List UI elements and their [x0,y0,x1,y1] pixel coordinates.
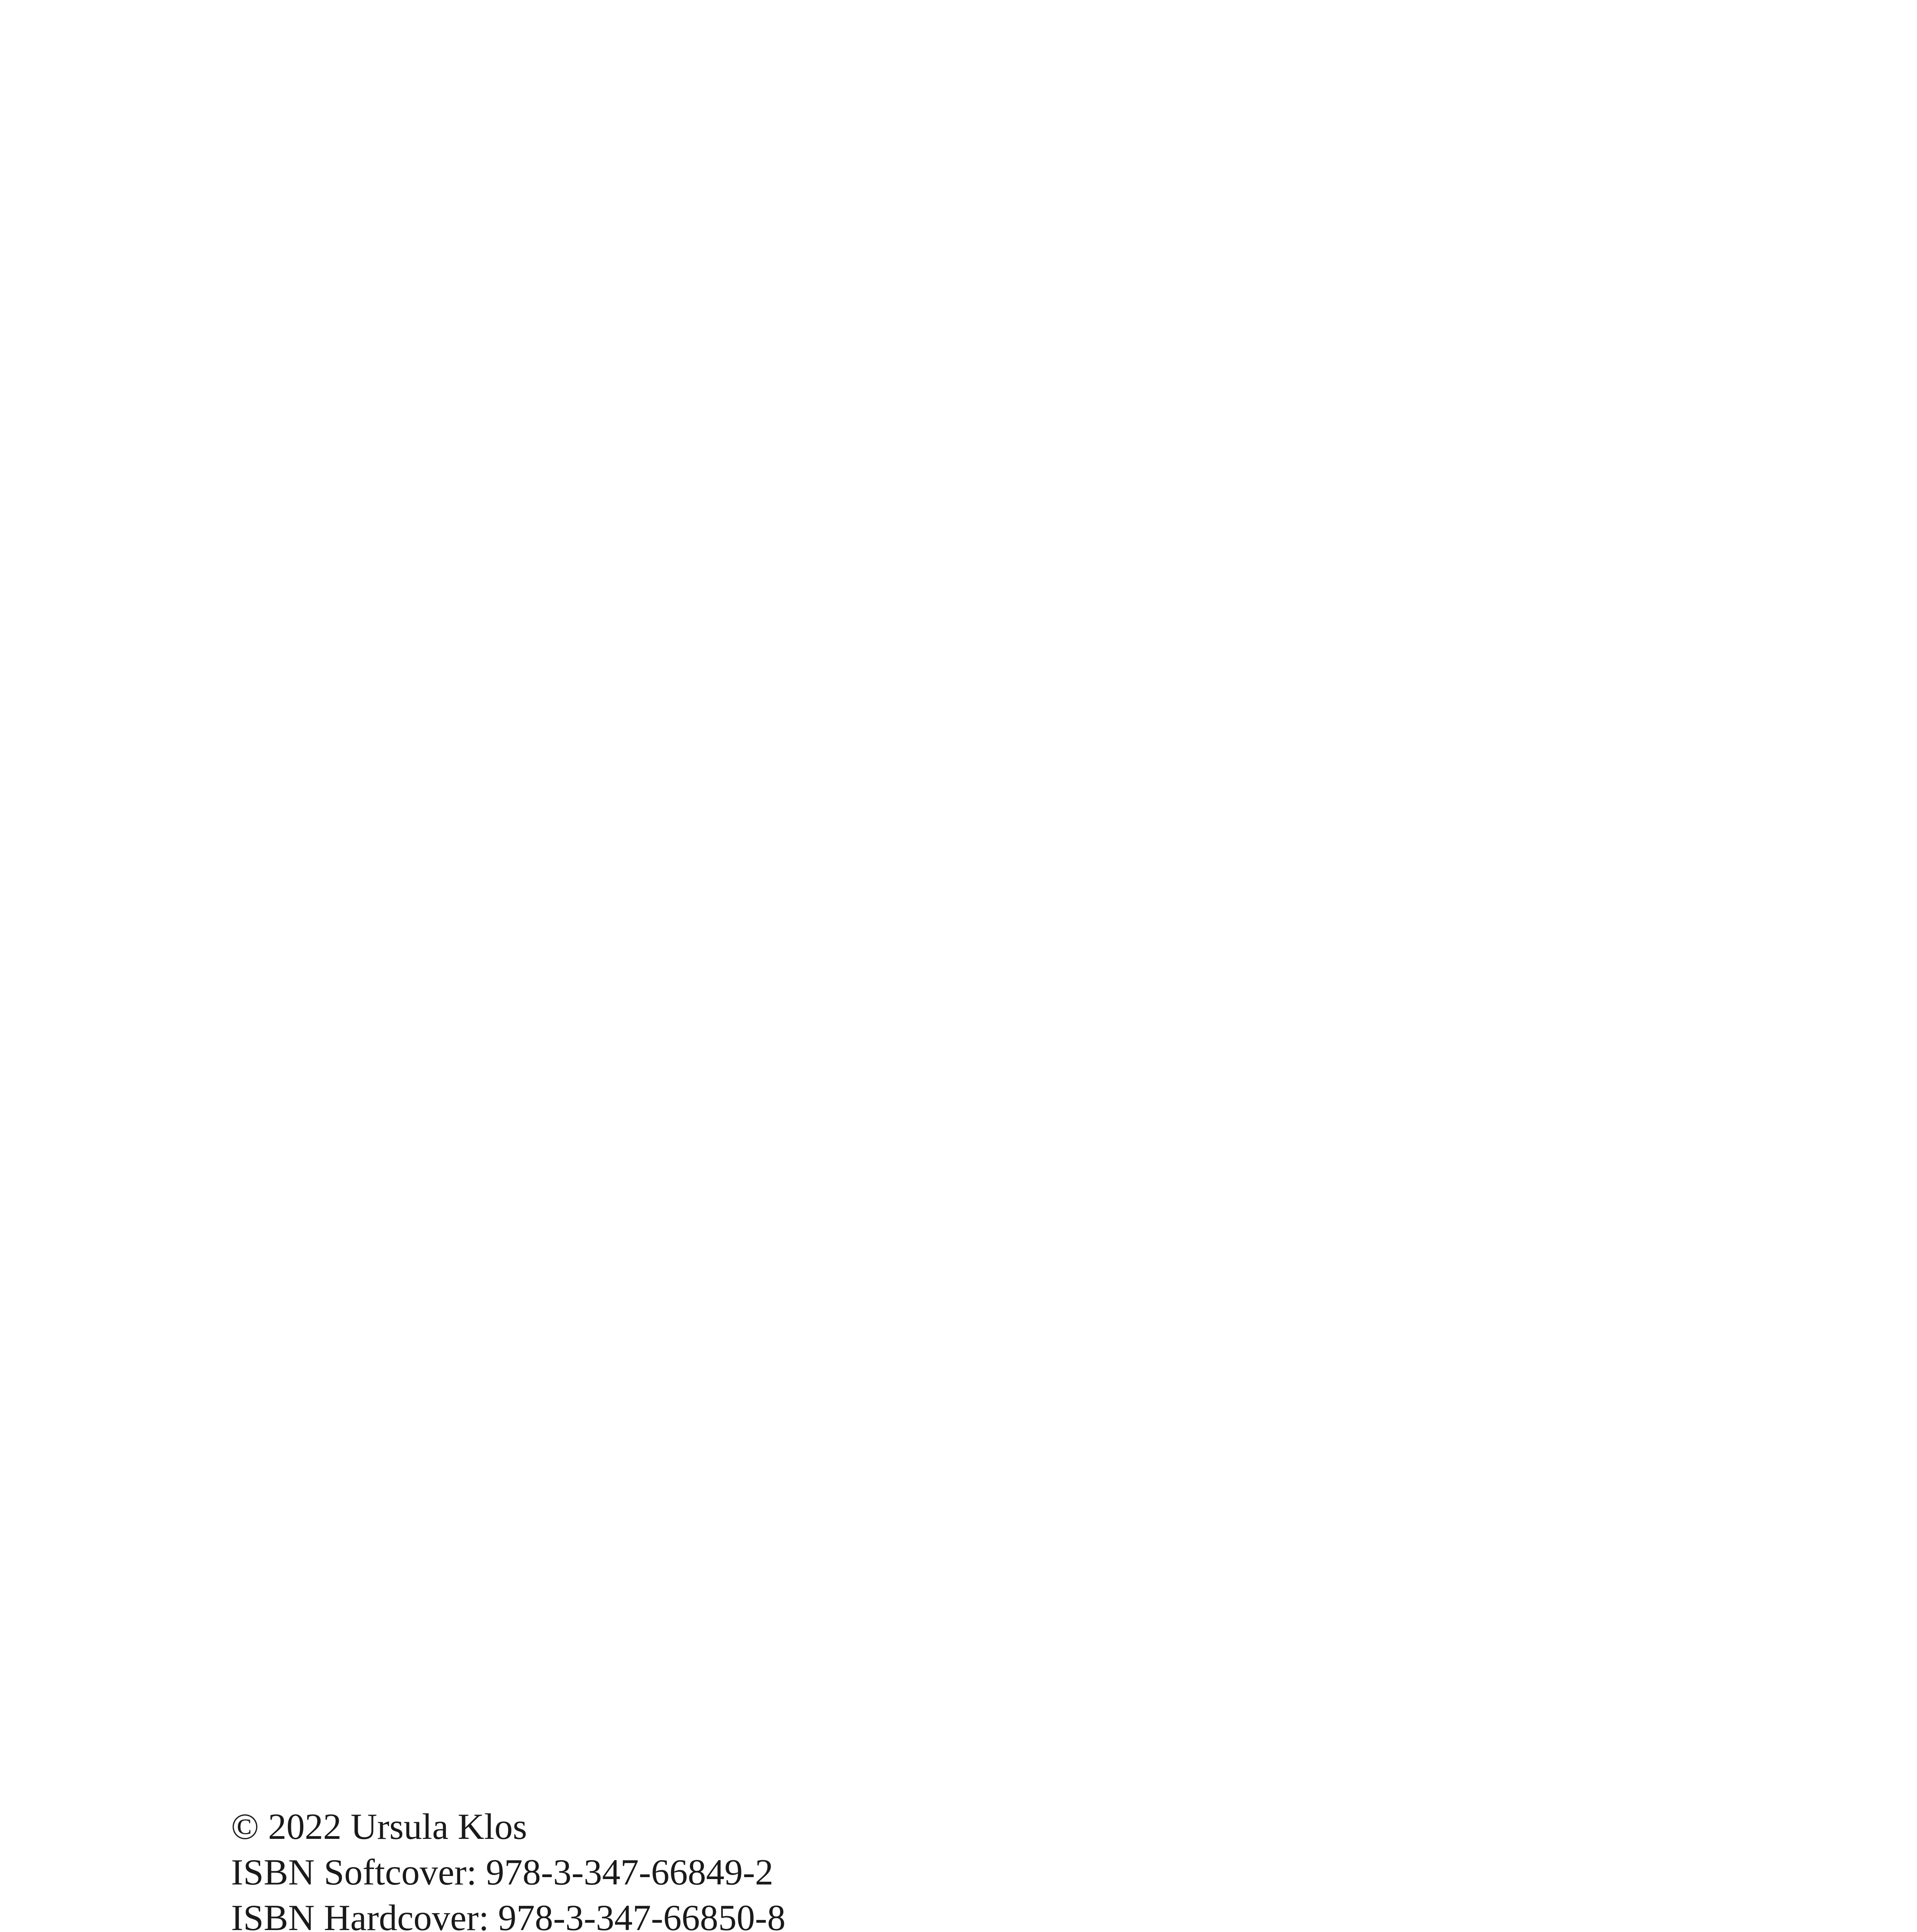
isbn-hardcover: ISBN Hardcover: 978-3-347-66850-8 [231,1897,786,1932]
copyright-notice [231,1804,1695,1849]
copyright-line: © 2022 Ursula Klos [231,1806,527,1847]
isbn-softcover: ISBN Softcover: 978-3-347-66849-2 [231,1852,773,1893]
isbn-list [231,1849,1695,1932]
imprint-block [231,1804,1695,1932]
